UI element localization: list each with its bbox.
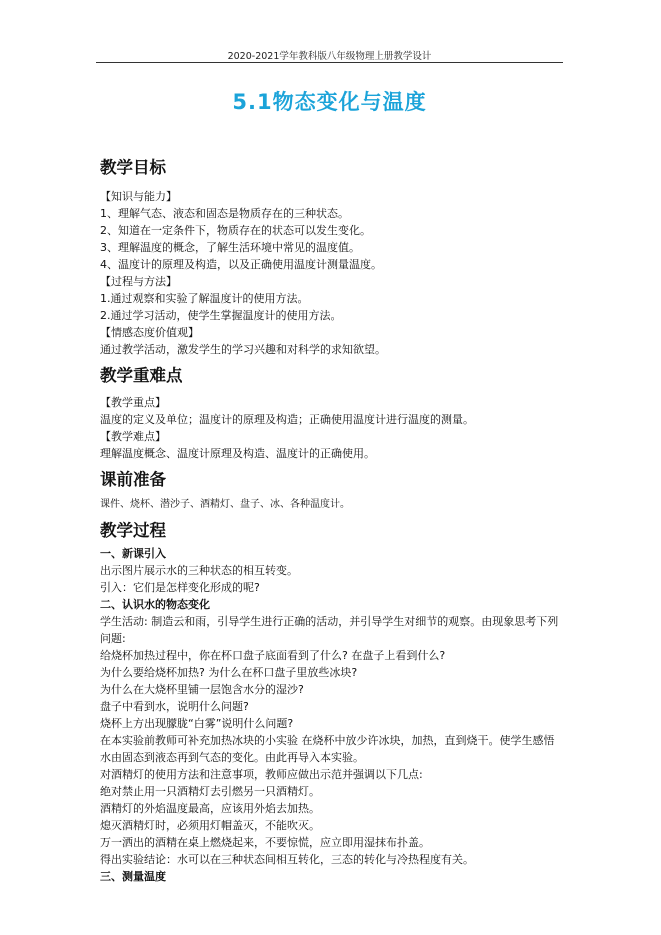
goals-heading: 教学目标 (100, 158, 166, 177)
section-1-line: 引入：它们是怎样变化形成的呢? (100, 581, 260, 594)
knowledge-item: 2、知道在一定条件下，物质存在的状态可以发生变化。 (100, 224, 371, 237)
lesson-content (100, 150, 570, 885)
section-1-title: 一、新课引入 (100, 547, 166, 560)
header-rule (96, 62, 563, 63)
section-3-title: 三、测量温度 (100, 870, 166, 883)
section-2-title: 二、认识水的物态变化 (100, 598, 210, 611)
emotion-label: 【情感态度价值观】 (100, 326, 199, 339)
emotion-item: 通过教学活动，激发学生的学习兴趣和对科学的求知欲望。 (100, 343, 386, 356)
difficulty-text: 理解温度概念、温度计原理及构造、温度计的正确使用。 (100, 447, 375, 460)
knowledge-item: 3、理解温度的概念，了解生活环境中常见的温度值。 (100, 241, 360, 254)
process-method-item: 1.通过观察和实验了解温度计的使用方法。 (100, 292, 309, 305)
section-2-line: 对酒精灯的使用方法和注意事项，教师应做出示范并强调以下几点: (100, 768, 423, 781)
prep-heading: 课前准备 (100, 470, 166, 489)
difficulty-label: 【教学难点】 (100, 430, 166, 443)
section-2-line: 盘子中看到水，说明什么问题? (100, 700, 249, 713)
section-2-line: 烧杯上方出现朦胧“白雾”说明什么问题? (100, 717, 294, 730)
section-2-line: 给烧杯加热过程中，你在杯口盘子底面看到了什么? 在盘子上看到什么? (100, 649, 446, 662)
process-method-label: 【过程与方法】 (100, 275, 177, 288)
section-2-line: 在本实验前教师可补充加热冰块的小实验 在烧杯中放少许冰块，加热，直到烧干。使学生感悟水由固态到液态再到气态的变化。由此再导入本实验。 (100, 734, 555, 764)
focus-label: 【教学重点】 (100, 396, 166, 409)
keypoints-heading: 教学重难点 (100, 366, 183, 385)
section-2-line: 得出实验结论：水可以在三种状态间相互转化，三态的转化与冷热程度有关。 (100, 853, 474, 866)
knowledge-item: 1、理解气态、液态和固态是物质存在的三种状态。 (100, 207, 349, 220)
section-2-line: 熄灭酒精灯时，必须用灯帽盖灭，不能吹灭。 (100, 819, 320, 832)
focus-text: 温度的定义及单位；温度计的原理及构造；正确使用温度计进行温度的测量。 (100, 413, 474, 426)
prep-text: 课件、烧杯、潜沙子、酒精灯、盘子、冰、各种温度计。 (100, 499, 350, 510)
section-2-line: 为什么在大烧杯里铺一层饱含水分的湿沙? (100, 683, 304, 696)
page-header: 2020-2021学年教科版八年级物理上册教学设计 (227, 51, 432, 62)
lesson-title: 5.1物态变化与温度 (232, 90, 427, 114)
knowledge-item: 4、温度计的原理及构造，以及正确使用温度计测量温度。 (100, 258, 382, 271)
process-heading: 教学过程 (100, 521, 166, 540)
section-2-line: 酒精灯的外焰温度最高，应该用外焰去加热。 (100, 802, 320, 815)
section-2-line: 学生活动: 制造云和雨，引导学生进行正确的活动，并引导学生对细节的观察。由现象思考下列问题: (100, 615, 559, 645)
section-1-line: 出示图片展示水的三种状态的相互转变。 (100, 564, 298, 577)
knowledge-label: 【知识与能力】 (100, 190, 177, 203)
section-2-line: 万一洒出的酒精在桌上燃烧起来，不要惊慌，应立即用湿抹布扑盖。 (100, 836, 430, 849)
section-2-line: 绝对禁止用一只酒精灯去引燃另一只酒精灯。 (100, 785, 320, 798)
section-2-line: 为什么要给烧杯加热? 为什么在杯口盘子里放些冰块? (100, 666, 358, 679)
process-method-item: 2.通过学习活动，使学生掌握温度计的使用方法。 (100, 309, 342, 322)
